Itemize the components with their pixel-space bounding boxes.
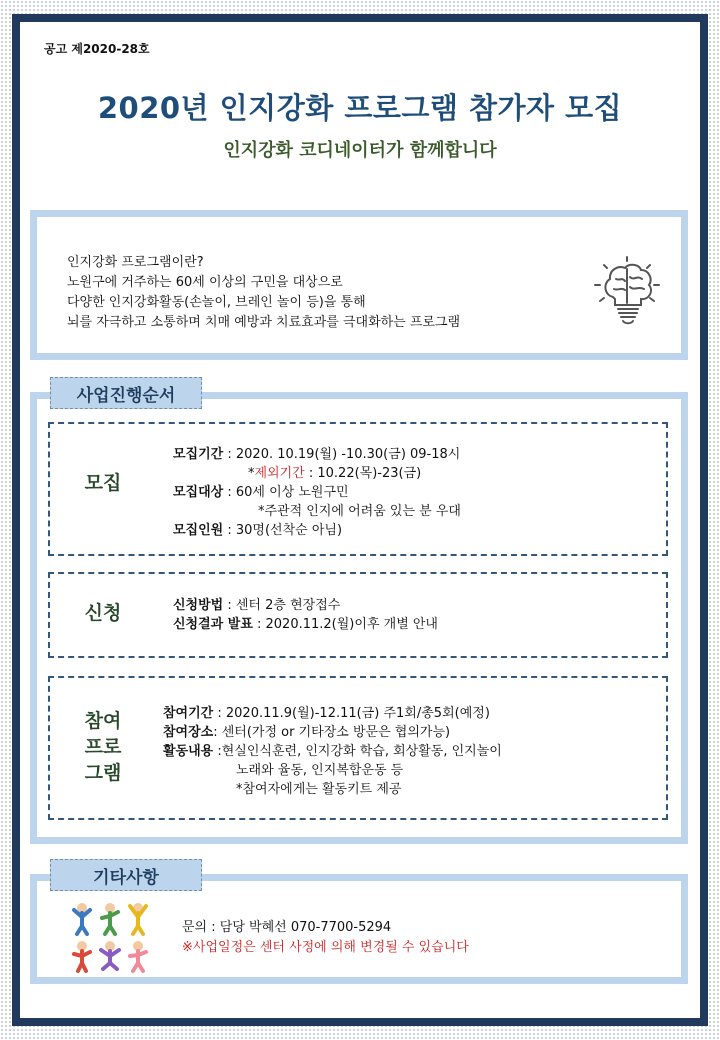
notice-number: 공고 제2020-28호 xyxy=(44,42,150,56)
program-activity-value: :현실인식훈련, 인지강화 학습, 회상활동, 인지놀이 xyxy=(213,744,502,759)
program-kit-note: *참여자에게는 활동키트 제공 xyxy=(236,782,402,797)
intro-line: 노원구에 거주하는 60세 이상의 구민을 대상으로 xyxy=(67,275,343,290)
contact-info xyxy=(182,918,469,958)
recruit-count xyxy=(173,521,342,540)
recruit-target-key: 모집대상 xyxy=(173,485,224,500)
brain-lightbulb-icon xyxy=(592,255,662,327)
schedule-warning: ※사업일정은 센터 사정에 의해 변경될 수 있습니다 xyxy=(182,940,469,955)
intro-text xyxy=(67,253,460,333)
excluded-value: : 10.22(목)-23(금) xyxy=(304,466,422,481)
recruit-target-note: *주관적 인지에 어려움 있는 분 우대 xyxy=(258,504,461,519)
recruit-period-key: 모집기간 xyxy=(173,447,224,462)
page-subtitle: 인지강화 코디네이터가 함께합니다 xyxy=(223,140,497,161)
program-activity-key: 활동내용 xyxy=(163,744,214,759)
intro-box xyxy=(30,210,688,360)
apply-method xyxy=(173,596,340,615)
excluded-star: * xyxy=(248,466,255,481)
program-label-line: 그램 xyxy=(84,762,122,784)
recruit-label: 모집 xyxy=(84,472,122,494)
recruit-count-key: 모집인원 xyxy=(173,523,224,538)
recruit-period-value: : 2020. 10.19(월) -10.30(금) 09-18시 xyxy=(223,447,461,462)
recruit-excluded xyxy=(248,464,421,483)
apply-result-key: 신청결과 발표 xyxy=(173,617,253,632)
program-activity xyxy=(163,742,502,761)
program-label-line: 프로 xyxy=(84,736,122,758)
excluded-key: 제외기간 xyxy=(254,466,305,481)
recruit-period xyxy=(173,445,460,464)
apply-result xyxy=(173,615,438,634)
program-period-key: 참여기간 xyxy=(163,706,214,721)
intro-line: 인지강화 프로그램이란? xyxy=(67,255,204,270)
program-period xyxy=(163,704,490,723)
program-period-value: : 2020.11.9(월)-12.11(금) 주1회/총5회(예정) xyxy=(213,706,490,721)
apply-label: 신청 xyxy=(84,602,122,624)
intro-line: 다양한 인지강화활동(손놀이, 브레인 놀이 등)을 통해 xyxy=(67,295,366,310)
program-place-key: 참여장소 xyxy=(163,725,214,740)
apply-method-value: : 센터 2층 현장접수 xyxy=(223,598,341,613)
contact-line: 문의 : 담당 박혜선 070-7700-5294 xyxy=(182,920,392,935)
page-title: 2020년 인지강화 프로그램 참가자 모집 xyxy=(97,91,623,125)
recruit-count-value: : 30명(선착순 아님) xyxy=(223,523,343,538)
apply-method-key: 신청방법 xyxy=(173,598,224,613)
apply-result-value: : 2020.11.2(월)이후 개별 안내 xyxy=(252,617,438,632)
intro-line: 뇌를 자극하고 소통하며 치매 예방과 치료효과를 극대화하는 프로그램 xyxy=(67,315,461,330)
program-activity-cont: 노래와 율동, 인지복합운동 등 xyxy=(236,763,404,778)
program-place xyxy=(163,723,450,742)
section-tab-etc: 기타사항 xyxy=(50,859,202,891)
children-illustration xyxy=(68,898,158,974)
program-place-value: : 센터(가정 or 기타장소 방문은 협의가능) xyxy=(213,725,451,740)
recruit-target-value: : 60세 이상 노원구민 xyxy=(223,485,349,500)
program-label-line: 참여 xyxy=(84,710,122,732)
recruit-target xyxy=(173,483,349,502)
program-label xyxy=(48,708,158,786)
section-tab-process: 사업진행순서 xyxy=(50,377,202,409)
